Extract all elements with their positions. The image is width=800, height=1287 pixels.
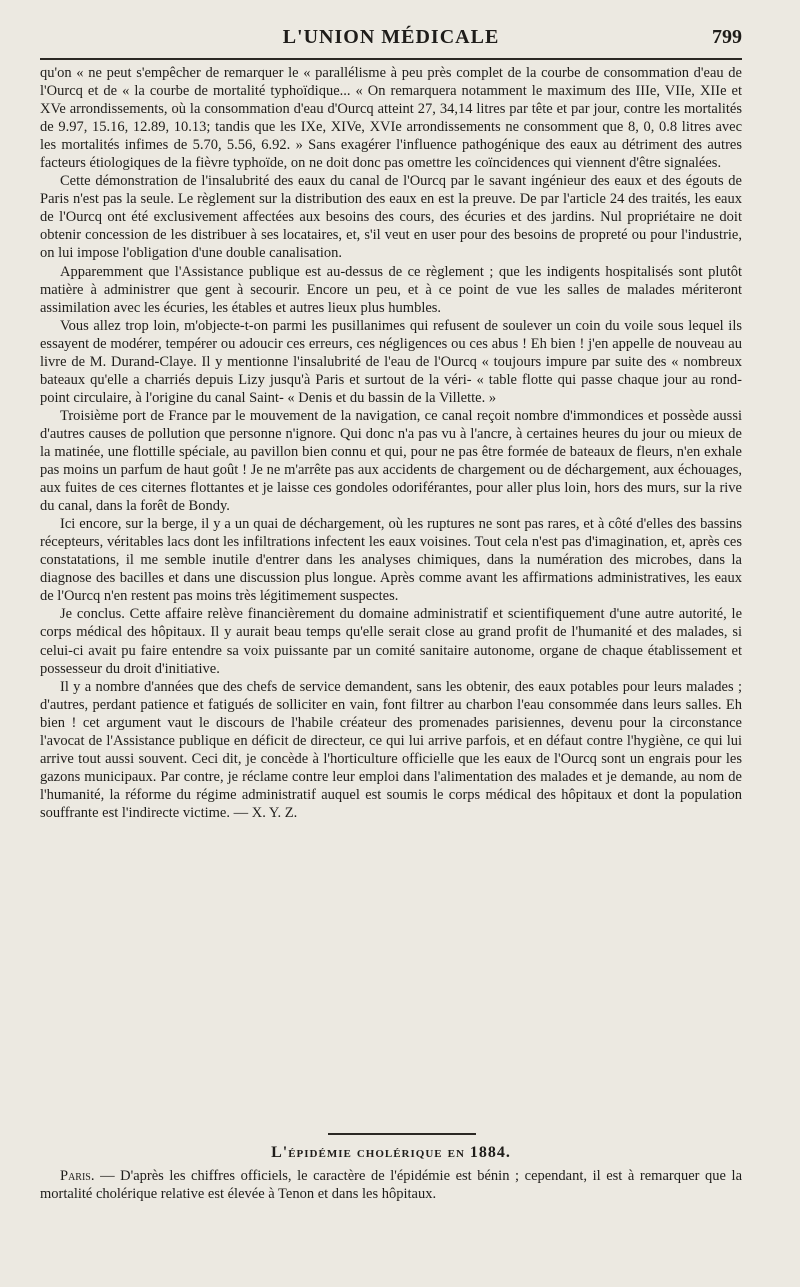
paragraph-5: Troisième port de France par le mouvement de la navigation, ce canal reçoit nombre d'immondices et possède aussi d'autres causes de pollution que personne n'ignore. Qui donc n'a pas vu à l'ancre, à certaines heures du jour ou mieux de la matinée, une flottille spéciale, au pavillon bien connu et qui, pour ne pas être formée de bateaux de fleurs, n'en exhale pas moins un parfum de haut goût ! Je ne m'arrête pas aux accidents de chargement ou de déchargement, aux échouages, aux fuites de ces citernes flottantes et je laisse ces gondoles odoriférantes, pour aller plus loin, hors des murs, sur la rive du canal, dans la forêt de Bondy. <box>40 407 742 515</box>
paragraph-8-text: Il y a nombre d'années que des chefs de service demandent, sans les obtenir, des eaux potables pour leurs malades ; d'autres, perdant patience et fatigués de solliciter en vain, font filtrer au charbon l'eau consommée dans leurs salles. Eh bien ! cet argument vaut le discours de l'habile créateur des promenades parisiennes, devenu pour la circonstance l'avocat de l'Assistance publique en déficit de directeur, ce qui lui arrive parfois, et en défaut contre l'hygiène, ce qui lui arrive tout aussi souvent. Ceci dit, je concède à l'horticulture officielle que les eaux de l'Ourcq sont un engrais pour les gazons municipaux. Par contre, je réclame contre leur emploi dans l'alimentation des malades et je demande, au nom de l'humanité, la réforme du régime administratif auquel est soumis le corps médical des hôpitaux et dont la population souffrante est l'indirecte victime. — <box>40 678 742 821</box>
paragraph-4: Vous allez trop loin, m'objecte-t-on parmi les pusillanimes qui refusent de soulever un coin du voile sous lequel ils essayent de modérer, tempérer ou adoucir ces erreurs, ces négligences ou ces abus ! Eh bien ! j'en appelle de nouveau au livre de M. Durand-Claye. Il y mentionne l'insalubrité de l'eau de l'Ourcq « toujours impure par suite des « nombreux bateaux qu'elle a charriés depuis Lizy jusqu'à Paris et surtout de la véri- « table flotte qui passe chaque jour au rond-point circulaire, à l'origine du canal Saint- « Denis et du bassin de la Villette. » <box>40 317 742 406</box>
paragraph-7: Je conclus. Cette affaire relève financièrement du domaine administratif et scientifiquement d'une autre autorité, le corps médical des hôpitaux. Il y aurait beau temps qu'elle serait close au grand profit de l'humanité et des malades, si celui-ci avait pu faire entendre sa voix puissante par un comité sanitaire autonome, organe de chaque établissement et possesseur du droit d'initiative. <box>40 606 742 677</box>
section-body <box>40 1167 742 1203</box>
section-paragraph <box>40 1167 742 1203</box>
header-rule <box>40 58 742 60</box>
paragraph-2: Cette démonstration de l'insalubrité des eaux du canal de l'Ourcq par le savant ingénieur des eaux et des égouts de Paris n'est pas la seule. Le règlement sur la distribution des eaux en est la preuve. De par l'article 24 des traités, les eaux de l'Ourcq ont été exclusivement affectées aux besoins des cours, des écuries et des jardins. Nul propriétaire ne doit obtenir concession de les distribuer à ses locataires, et, s'il veut en user pour des besoins de propreté ou pour l'industrie, on lui impose l'obligation d'une double canalisation. <box>40 173 742 262</box>
signature: X. Y. Z. <box>251 804 298 821</box>
page-number: 799 <box>712 26 742 48</box>
running-head <box>40 26 742 56</box>
section-title: L'épidémie cholérique en 1884. <box>271 1144 511 1161</box>
section-text: — D'après les chiffres officiels, le caractère de l'épidémie est bénin ; cependant, il est à remarquer que la mortalité cholérique relative est élevée à Tenon et dans les hôpitaux. <box>40 1168 743 1203</box>
paragraph-8 <box>40 678 742 822</box>
paragraph-6: Ici encore, sur la berge, il y a un quai de déchargement, où les ruptures ne sont pas rares, et à côté d'elles des bassins récepteurs, véritables lacs dont les infiltrations infectent les eaux voisines. Tout cela n'est pas d'imagination, et, après ces constatations, il me semble inutile d'entrer dans les analyses chimiques, dans la numération des microbes, dans la diagnose des bacilles et dans une discussion plus longue. Après comme avant les affirmations administratives, les eaux de l'Ourcq n'en restent pas moins très légitimement suspectes. <box>40 516 742 605</box>
paragraph-1: qu'on « ne peut s'empêcher de remarquer le « parallélisme à peu près complet de la courbe de consommation d'eau de l'Ourcq et de « la courbe de mortalité typhoïdique... « On remarquera notamment le maximum des IIIe, VIIe, XIIe et XVe arrondissements, où la consommation d'eau d'Ourcq atteint 27, 34,14 litres par tête et par jour, contre les mortalités de 9.97, 15.16, 12.89, 10.13; tandis que les IXe, XIVe, XVIe arrondissements ne consomment que 8, 0, 0.8 litres avec les mortalités infimes de 5.70, 5.56, 6.92. » Sans exagérer l'influence pathogénique des eaux au détriment des autres facteurs étiologiques de la fièvre typhoïde, on ne doit donc pas omettre les coïncidences qui viennent d'être signalées. <box>40 65 742 172</box>
section-divider <box>328 1133 476 1135</box>
paragraph-3: Apparemment que l'Assistance publique est au-dessus de ce règlement ; que les indigents hospitalisés sont plutôt matière à administrer que gent à secourir. Encore un peu, et à ce point de vue les salles de malades mériteront assimilation avec les écuries, les étables et autres lieux plus humbles. <box>40 263 742 316</box>
section-place: Paris. <box>60 1168 95 1184</box>
article-body <box>40 64 742 822</box>
running-title: L'UNION MÉDICALE <box>282 26 500 48</box>
